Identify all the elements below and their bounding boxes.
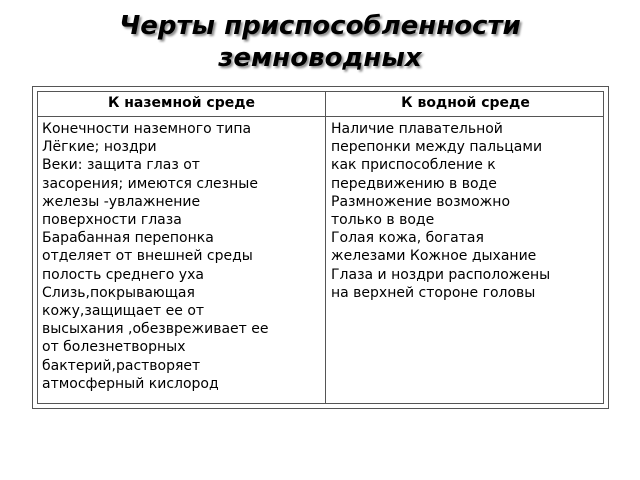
- land-adaptation-line: Слизь,покрывающая: [42, 284, 195, 301]
- water-adaptation-line: Глаза и ноздри расположены: [331, 266, 551, 283]
- header-land: К наземной среде: [107, 95, 256, 111]
- water-adaptation-line: перепонки между пальцами: [331, 139, 543, 156]
- page-title: [0, 10, 640, 74]
- title-line-1: Черты приспособленности: [119, 11, 521, 41]
- land-adaptation-line: отделяет от внешней среды: [42, 248, 253, 265]
- land-adaptation-line: Веки: защита глаз от: [42, 157, 200, 174]
- title-line-2: земноводных: [218, 43, 422, 73]
- land-adaptation-line: Конечности наземного типа: [42, 121, 252, 137]
- land-adaptation-line: железы -увлажнение: [42, 193, 201, 210]
- water-adaptation-line: только в воде: [331, 212, 435, 229]
- adaptations-table: [32, 86, 609, 409]
- water-adaptation-line: на верхней стороне головы: [331, 284, 536, 301]
- land-adaptation-line: кожу,защищает ее от: [42, 303, 205, 320]
- water-adaptation-line: Наличие плавательной: [331, 121, 503, 137]
- land-adaptation-line: бактерий,растворяет: [42, 357, 201, 374]
- land-adaptation-line: атмосферный кислород: [42, 375, 219, 392]
- water-adaptation-line: как приспособление к: [331, 157, 496, 174]
- land-adaptation-line: полость среднего уха: [42, 266, 204, 283]
- water-adaptation-line: Голая кожа, богатая: [331, 230, 484, 247]
- water-adaptation-line: передвижению в воде: [331, 175, 497, 192]
- cell-water-adaptations: [331, 120, 603, 302]
- water-adaptation-line: Размножение возможно: [331, 193, 511, 210]
- land-adaptation-line: от болезнетворных: [42, 339, 186, 356]
- table-inner-frame: [37, 91, 604, 404]
- land-adaptation-line: поверхности глаза: [42, 212, 182, 229]
- water-adaptation-line: железами Кожное дыхание: [331, 248, 537, 265]
- land-adaptation-line: высыхания ,обезвреживает ее: [42, 321, 269, 338]
- land-adaptation-line: Барабанная перепонка: [42, 230, 214, 247]
- cell-land-adaptations: [42, 120, 322, 393]
- column-divider: [325, 92, 326, 403]
- land-adaptation-line: Лёгкие; ноздри: [42, 139, 157, 156]
- land-adaptation-line: засорения; имеются слезные: [42, 175, 258, 192]
- header-divider: [38, 116, 603, 117]
- header-water: К водной среде: [401, 95, 530, 111]
